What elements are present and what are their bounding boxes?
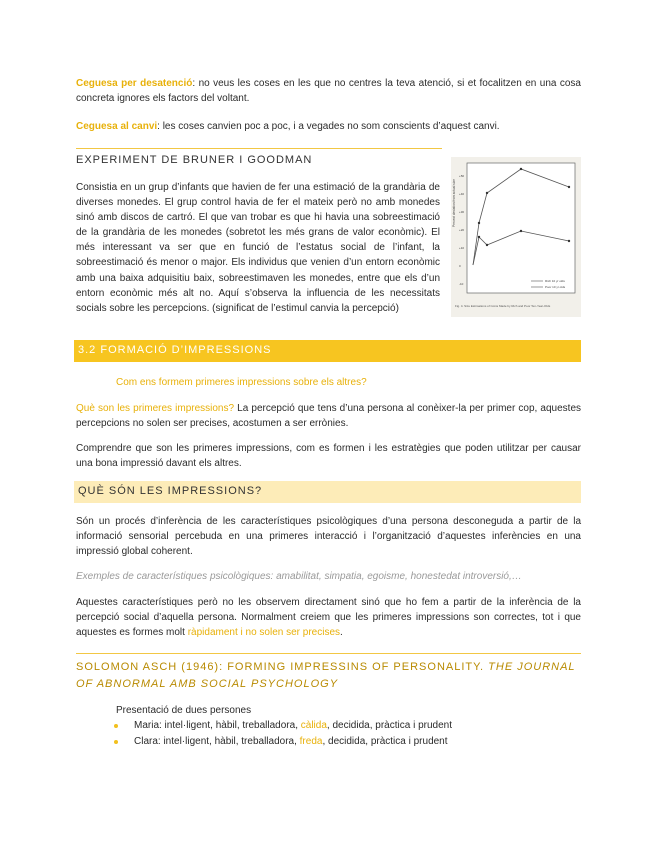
definition-term: Ceguesa al canvi [76,121,158,132]
rich-point [520,168,522,170]
figure-tick: +40 [459,192,465,196]
person-traits: Maria: intel·ligent, hàbil, treballadora, [134,720,301,731]
rich-point [486,192,488,194]
definition-term: Ceguesa per desatenció [76,78,193,89]
bruner-body [76,180,440,316]
impressions-examples [76,569,581,584]
highlight-text: ràpidament i no solen ser precises [187,627,341,638]
bruner-paragraph: Consistia en un grup d’infants que havien de fer una estimació de la grandària de diverses monedes. El grup control havia de fer el mateix però no amb monedes sinó amb discos de cartró. El que van trobar es que hi havia una sobreestimació de la grandària de les monedes (sobretot les més grans de valor econòmic). El més interessant va ser que en funció de l’estatus social de l’infant, la sobreestimació és menor o major. Els individus que venien d’un entorn econòmic amb una baixa adquisitiu baix, sobreestimaven les monedes, entre que els d’un entorn econòmic més alt no. Aquí s’observa la influencia de les necessitats socials sobre les percepcions. (significat de l’estimul canvia la percepció) [76,182,440,314]
list-item [114,718,581,734]
bullet-icon [114,740,118,744]
guiding-question [116,375,581,390]
asch-intro [116,703,581,718]
poor-point [478,236,480,238]
examples-text: Exemples de característiques psicològiques: amabilitat, simpatia, egoisme, honestedat introversió,… [76,571,522,582]
inference-end: . [340,627,343,638]
definition-text: : no veus les coses en les que no centres la teva atenció, si et focalitzen en una cosa concreta ignores els factors del voltant. [76,78,581,104]
asch-people-list [114,718,581,750]
person-traits: Clara: intel·ligent, hàbil, treballadora, [134,736,300,747]
person-traits-end: , decidida, pràctica i prudent [326,720,452,731]
poor-point [486,244,488,246]
question-text: Com ens formem primeres impressions sobre els altres? [116,377,367,388]
first-impressions-goal [76,441,581,471]
person-traits-end: , decidida, pràctica i prudent [322,736,448,747]
figure-tick: +20 [459,228,465,232]
goal-text: Comprendre que son les primeres impressions, com es formen i les estratègies que poden utilitzar per causar una bona impressió davant els altres. [76,443,581,469]
figure-ylabel: Percent deviation from actual size [452,179,456,227]
impressions-inference [76,595,581,640]
definition-text: La percepció que tens d’una persona al conèixer-la per primer cop, aquestes percepcions no solen ser precises, acostumen a ser errònies. [76,403,582,429]
section-banner-impressions [74,481,581,503]
figure-tick: 0 [459,264,461,268]
figure-tick: +30 [459,210,465,214]
heading-rule [76,148,442,149]
definition-inattention [76,76,581,106]
figure-tick: +50 [459,174,465,178]
legend-poor: Poor 10 yr olds [545,285,566,289]
key-trait: freda [299,736,323,747]
figure-ticks [459,174,464,286]
asch-heading [76,659,581,693]
first-impressions-definition [76,401,581,431]
key-trait: càlida [300,720,327,731]
coin-size-chart [451,157,581,317]
section-title: 3.2 FORMACIÓ D’IMPRESSIONS [78,344,272,356]
figure-caption: Fig. 4. Size Estimations of Coins Made by Rich and Poor Ten-Year-Olds [455,304,551,308]
bullet-icon [114,724,118,728]
definition-paragraph: Són un procés d’inferència de les característiques psicològiques d’una persona desconeguda a partir de la informació sensorial percebuda en una primeres interacció i l’organització d’aquestes inferències en una impressió global coherent. [76,516,581,557]
heading-rule [76,653,581,654]
legend-rich: Rich 10 yr olds [545,279,565,283]
rich-point [568,186,570,188]
figure-tick: -10 [459,282,464,286]
intro-text: Presentació de dues persones [116,705,252,716]
figure-tick: +10 [459,246,465,250]
bruner-heading: EXPERIMENT DE BRUNER I GOODMAN [76,154,313,166]
inference-text: Aquestes característiques però no les observem directament sinó que ho fem a partir de la inferència de la percepció social d’aquella persona. Normalment creiem que les primeres impressions son correctes, tot i que aquestes es formes molt [76,597,581,638]
definition-term: Què son les primeres impressions? [76,403,235,414]
definition-text: : les coses canvien poc a poc, i a vegades no som conscients d’aquest canvi. [157,121,500,132]
rich-point [478,222,480,224]
list-item [114,734,581,750]
section-title: QUÈ SÓN LES IMPRESSIONS? [78,485,263,497]
poor-point [568,240,570,242]
asch-title: SOLOMON ASCH (1946): FORMING IMPRESSINS OF PERSONALITY. [76,661,489,673]
poor-point [520,230,522,232]
definition-change-blindness [76,119,581,134]
bruner-figure [451,157,581,317]
impressions-definition [76,514,581,559]
section-banner-3-2 [74,340,581,362]
asch-journal: THE JOURNAL OF ABNORMAL AMB SOCIAL PSYCHOLOGY [76,661,576,690]
